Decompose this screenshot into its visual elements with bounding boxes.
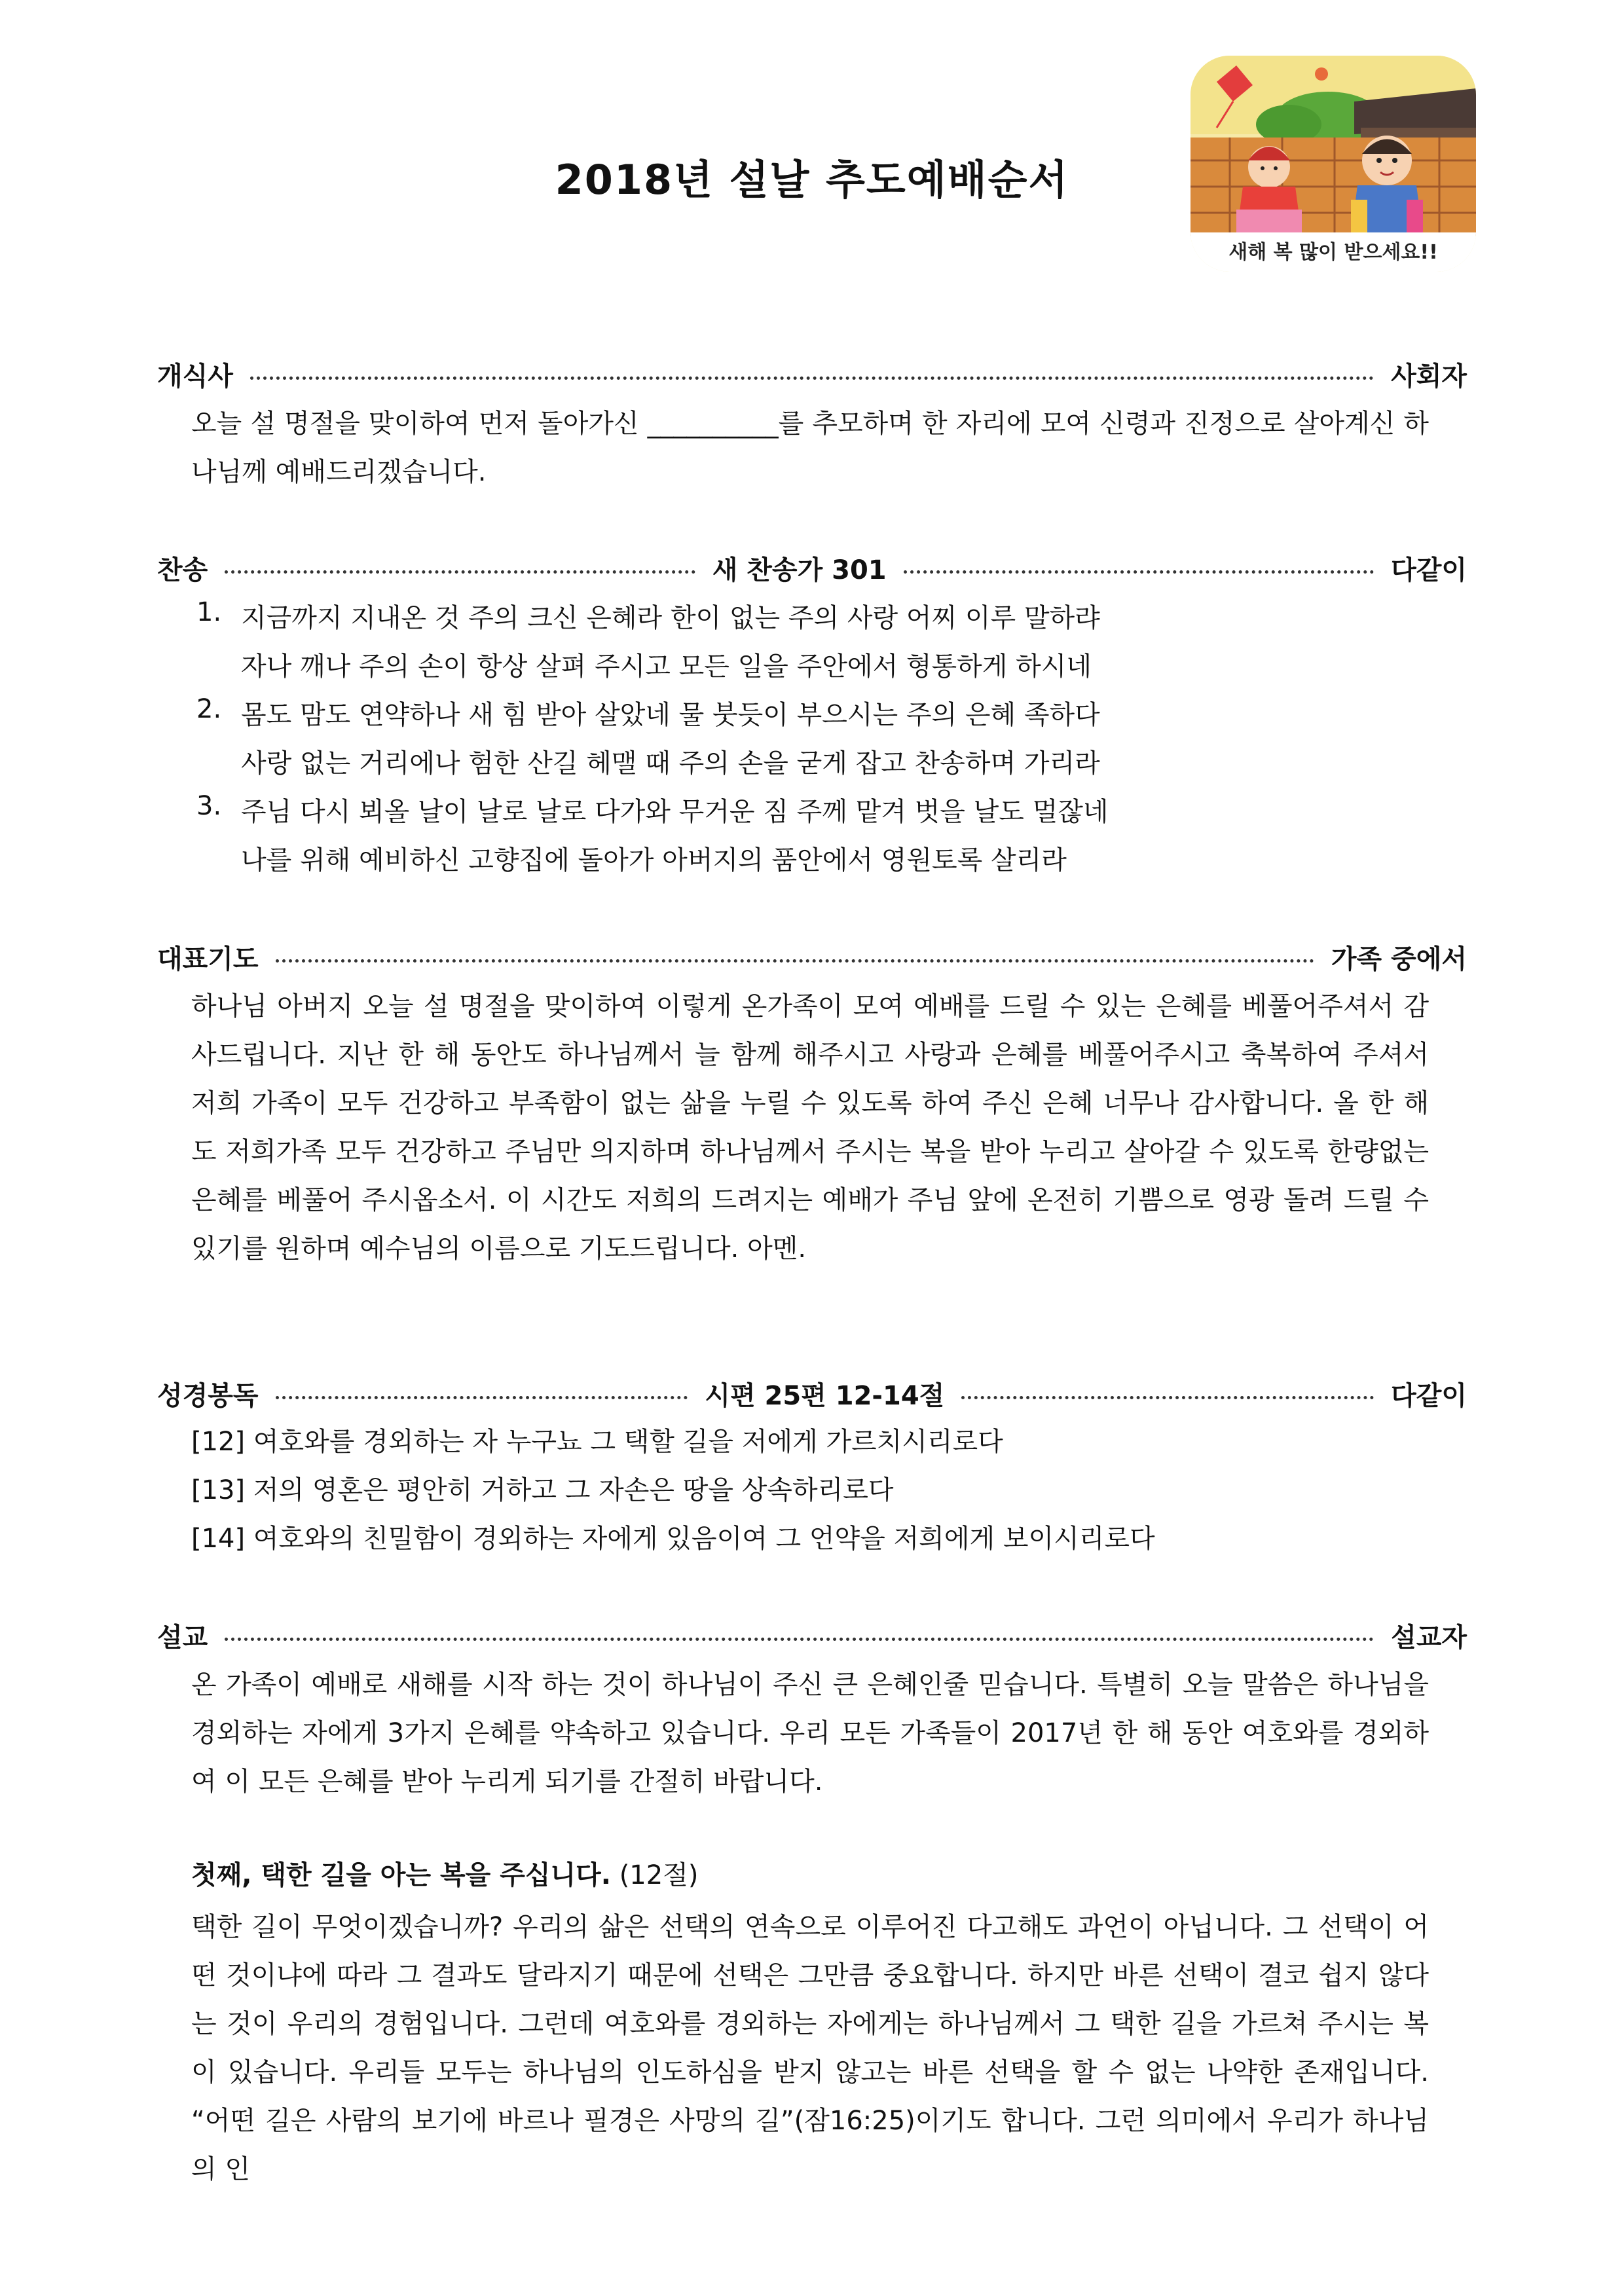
hymn-verse-number: 1. (196, 597, 222, 627)
hymn-verse-number: 3. (196, 791, 222, 821)
sermon-point-heading (191, 1854, 698, 1892)
section-opening-header (157, 351, 1467, 397)
hymn-verse-number: 2. (196, 694, 222, 724)
section-right: 가족 중에서 (1331, 944, 1467, 974)
section-reading-header (157, 1370, 1467, 1416)
hymn-verse-line: 지금까지 지내온 것 주의 크신 은혜라 한이 없는 주의 사랑 어찌 이루 말하랴 (241, 603, 1100, 633)
illustration-caption: 새해 복 많이 받으세요!! (1228, 241, 1438, 264)
dotted-leader (276, 1396, 688, 1399)
scripture-verse: [14] 여호와의 친밀함이 경외하는 자에게 있음이여 그 언약을 저희에게 보이시리로다 (191, 1524, 1155, 1554)
scripture-verse: [12] 여호와를 경외하는 자 누구뇨 그 택할 길을 저에게 가르치시리로다 (191, 1427, 1003, 1457)
page-title: 2018년 설날 추도예배순서 (555, 156, 1069, 204)
dotted-leader (961, 1396, 1374, 1399)
hymn-verse-line: 주님 다시 뵈올 날이 날로 날로 다가와 무거운 짐 주께 맡겨 벗을 날도 멀잖네 (241, 797, 1109, 827)
section-hymn-header (157, 545, 1467, 591)
section-middle: 새 찬송가 301 (712, 555, 887, 585)
opening-text: 오늘 설 명절을 맞이하여 먼저 돌아가신 __________를 추모하며 한 자리에 모여 신령과 진정으로 살아계신 하나님께 예배드리겠습니다. (191, 409, 1429, 487)
section-label: 찬송 (157, 555, 208, 585)
section-right: 설교자 (1391, 1622, 1467, 1653)
section-sermon-header (157, 1612, 1467, 1658)
section-prayer-header (157, 934, 1467, 980)
section-right: 사회자 (1391, 361, 1467, 392)
dotted-leader (225, 1638, 1374, 1641)
section-right: 다같이 (1391, 555, 1467, 585)
new-year-illustration-icon (1190, 56, 1476, 272)
section-right: 다같이 (1391, 1380, 1467, 1411)
hymn-verse-line: 사랑 없는 거리에나 험한 산길 헤맬 때 주의 손을 굳게 잡고 찬송하며 가리라 (241, 748, 1100, 779)
scripture-verse: [13] 저의 영혼은 평안히 거하고 그 자손은 땅을 상속하리로다 (191, 1475, 894, 1505)
section-middle: 시편 25편 12-14절 (705, 1380, 945, 1411)
dotted-leader (276, 959, 1314, 963)
section-label: 설교 (157, 1622, 208, 1653)
sermon-point-title: 첫째, 택한 길을 아는 복을 주십니다. (191, 1860, 611, 1890)
hymn-verse-line: 자나 깨나 주의 손이 항상 살펴 주시고 모든 일을 주안에서 형통하게 하시네 (241, 652, 1092, 682)
hymn-verse-line: 몸도 맘도 연약하나 새 힘 받아 살았네 물 붓듯이 부으시는 주의 은혜 족하다 (241, 700, 1100, 730)
dotted-leader (904, 570, 1374, 574)
sermon-point-text: 택한 길이 무엇이겠습니까? 우리의 삶은 선택의 연속으로 이루어진 다고해도 과언이 아닙니다. 그 선택이 어떤 것이냐에 따라 그 결과도 달라지기 때문에 선택은 그만큼 중요합니다. 하지만 바른 선택이 결코 쉽지 않다는 것이 우리의 경험입니다. 그런데 여호와를 경외하는 자에게는 하나님께서 그 택한 길을 가르쳐 주시는 복이 있습니다. 우리들 모두는 하나님의 인도하심을 받지 않고는 바른 선택을 할 수 없는 나약한 존재입니다. “어떤 길은 사람의 보기에 바르나 필경은 사망의 길”(잠16:25)이기도 합니다. 그런 의미에서 우리가 하나님의 인 (191, 1912, 1429, 2184)
section-label: 대표기도 (157, 944, 259, 974)
prayer-text: 하나님 아버지 오늘 설 명절을 맞이하여 이렇게 온가족이 모여 예배를 드릴 수 있는 은혜를 베풀어주셔서 감사드립니다. 지난 한 해 동안도 하나님께서 늘 함께 해주시고 사랑과 은혜를 베풀어주시고 축복하여 주셔서 저희 가족이 모두 건강하고 부족함이 없는 삶을 누릴 수 있도록 하여 주신 은혜 너무나 감사합니다. 올 한 해도 저희가족 모두 건강하고 주님만 의지하며 하나님께서 주시는 복을 받아 누리고 살아갈 수 있도록 한량없는 은혜를 베풀어 주시옵소서. 이 시간도 저희의 드려지는 예배가 주님 앞에 온전히 기쁨으로 영광 돌려 드릴 수 있기를 원하며 예수님의 이름으로 기도드립니다. 아멘. (191, 991, 1429, 1264)
section-label: 개식사 (157, 361, 233, 392)
section-label: 성경봉독 (157, 1380, 259, 1411)
dotted-leader (250, 376, 1374, 380)
hymn-verse-line: 나를 위해 예비하신 고향집에 돌아가 아버지의 품안에서 영원토록 살리라 (241, 845, 1067, 875)
sermon-intro: 온 가족이 예배로 새해를 시작 하는 것이 하나님이 주신 큰 은혜인줄 믿습니다. 특별히 오늘 말씀은 하나님을 경외하는 자에게 3가지 은혜를 약속하고 있습니다. 우리 모든 가족들이 2017년 한 해 동안 여호와를 경외하여 이 모든 은혜를 받아 누리게 되기를 간절히 바랍니다. (191, 1670, 1429, 1797)
sermon-point-reference: (12절) (619, 1860, 699, 1890)
dotted-leader (225, 570, 695, 574)
